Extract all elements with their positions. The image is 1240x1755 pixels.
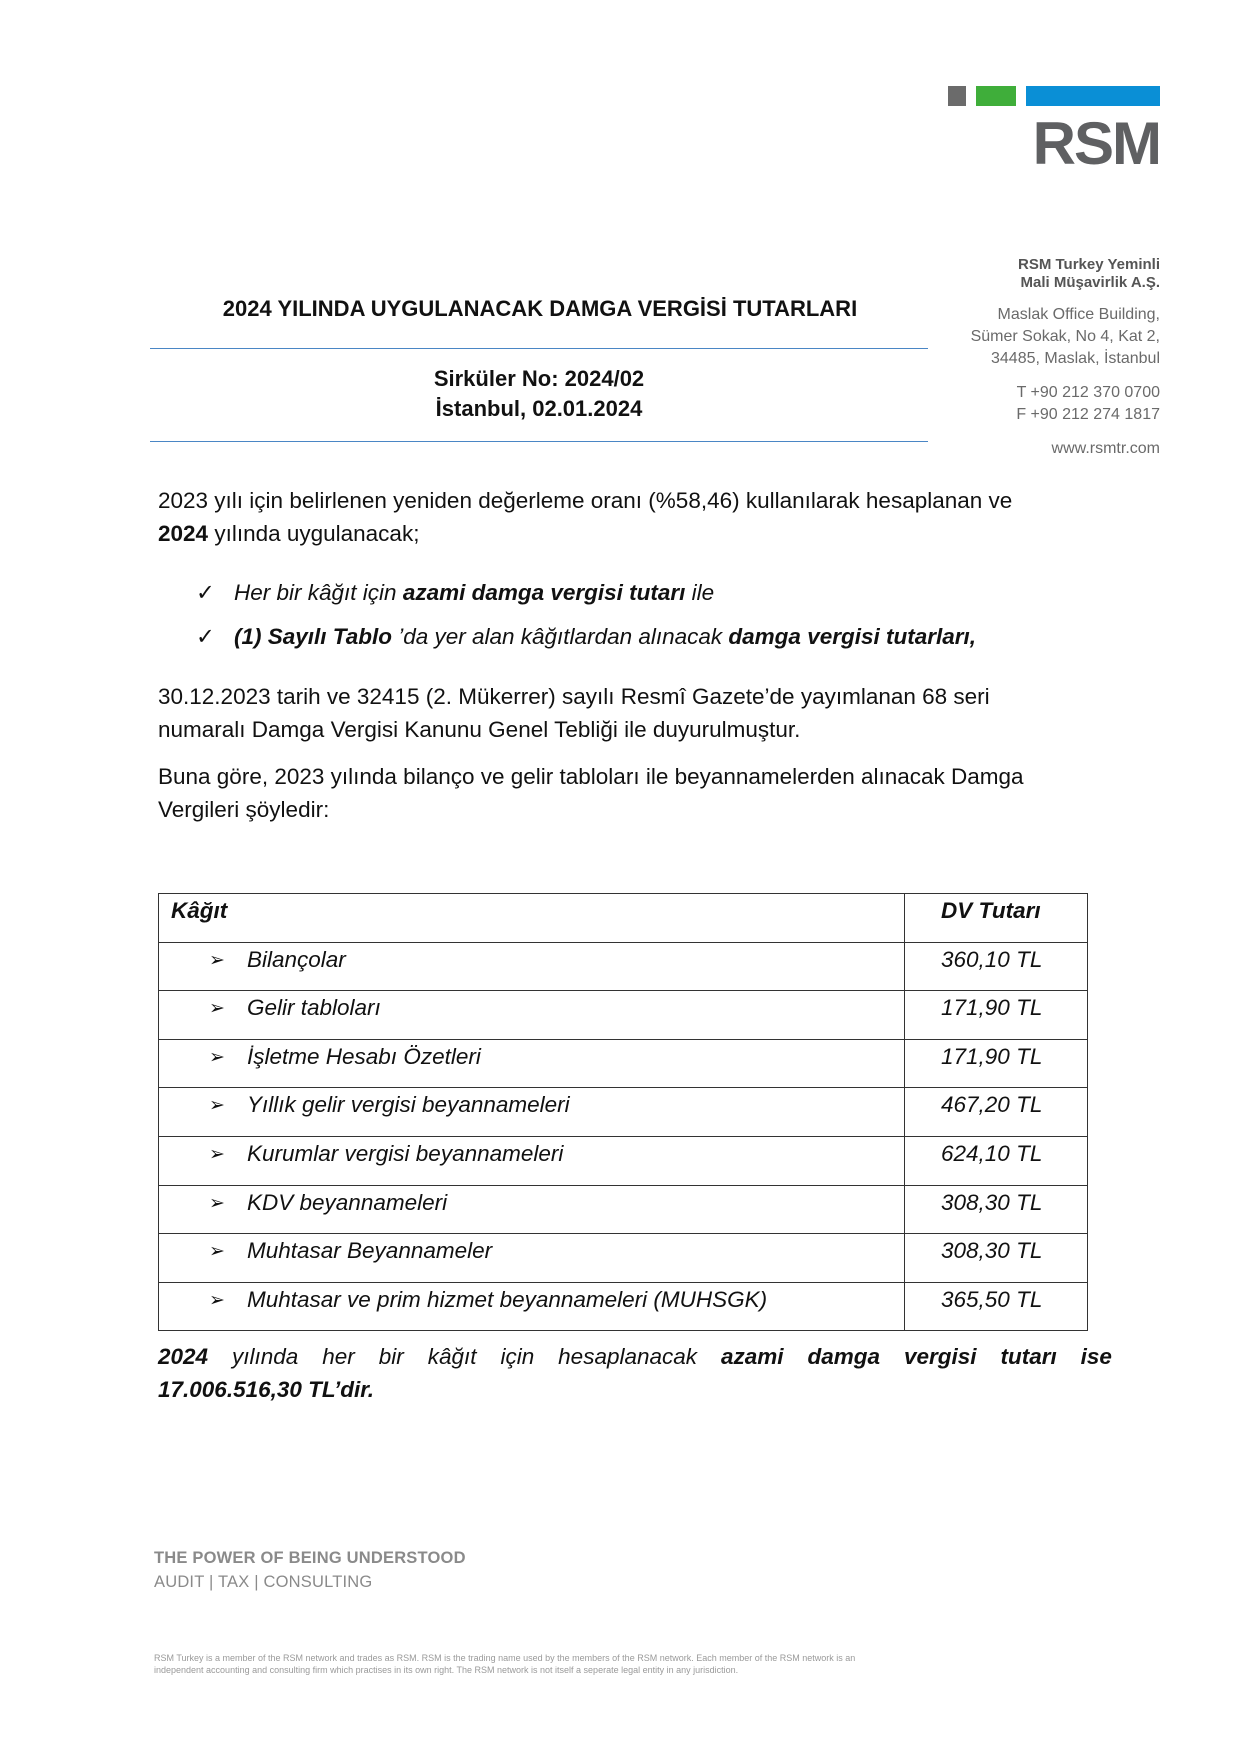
paper-type-label: Gelir tabloları <box>247 995 381 1021</box>
phone-number: T +90 212 370 0700 <box>1016 384 1160 401</box>
tagline-slogan: THE POWER OF BEING UNDERSTOOD <box>154 1549 466 1567</box>
closing-word: her <box>322 1344 355 1369</box>
tagline-services: AUDIT | TAX | CONSULTING <box>154 1573 373 1591</box>
closing-word: damga <box>807 1344 881 1369</box>
paper-type-cell <box>159 942 905 991</box>
paper-type-label: Yıllık gelir vergisi beyannameleri <box>247 1092 570 1118</box>
circular-number: Sirküler No: 2024/02 <box>433 366 645 391</box>
address-block <box>971 256 1160 460</box>
address-street3: 34485, Maslak, İstanbul <box>991 350 1160 367</box>
table-row <box>159 942 1088 991</box>
intro-line2 <box>158 517 1108 550</box>
paper-type-cell <box>159 1039 905 1088</box>
paper-type-label: Muhtasar ve prim hizmet beyannameleri (MUHSGK) <box>247 1286 768 1312</box>
paper-type-cell <box>159 1088 905 1137</box>
closing-paragraph <box>158 1340 1112 1406</box>
checkmark-icon: ✓ <box>196 580 215 605</box>
gazette-line2: numaralı Damga Vergisi Kanunu Genel Tebliği ile duyurulmuştur. <box>158 717 801 742</box>
duty-amount-cell: 308,30 TL <box>905 1185 1088 1234</box>
intro-paragraph <box>158 484 1108 550</box>
logo-green-bar <box>976 86 1016 106</box>
arrow-bullet-icon: ➢ <box>209 1241 225 1263</box>
closing-word: ise <box>1080 1344 1112 1369</box>
gazette-line1: 30.12.2023 tarih ve 32415 (2. Mükerrer) sayılı Resmî Gazete’de yayımlanan 68 seri <box>158 684 990 709</box>
legal-disclaimer: RSM Turkey is a member of the RSM network and trades as RSM. RSM is the trading name used by the members of the RSM network. Each member of the RSM network is an independent accounting and consulting firm which practises in its own right. The RSM network is not itself a seperate legal entity in any jurisdiction. <box>154 1653 856 1675</box>
document-title: 2024 YILINDA UYGULANACAK DAMGA VERGİSİ TUTARLARI <box>222 296 858 321</box>
paper-type-label: İşletme Hesabı Özetleri <box>247 1043 481 1069</box>
closing-word: azami <box>720 1344 784 1369</box>
stamp-duty-table <box>158 893 1088 1331</box>
paper-type-label: Kurumlar vergisi beyannameleri <box>247 1140 564 1166</box>
paper-type-label: KDV beyannameleri <box>247 1189 448 1215</box>
accordingly-line2: Vergileri şöyledir: <box>158 797 330 822</box>
duty-amount-cell: 365,50 TL <box>905 1282 1088 1331</box>
table-row <box>159 1088 1088 1137</box>
table-row <box>159 991 1088 1040</box>
column-header-amount: DV Tutarı <box>905 894 1088 943</box>
table-row <box>159 1282 1088 1331</box>
closing-word: yılında <box>232 1344 299 1369</box>
intro-line2-rest: yılında uygulanacak; <box>208 521 420 546</box>
intro-line1: 2023 yılı için belirlenen yeniden değerleme oranı (%58,46) kullanılarak hesaplanan ve <box>158 488 1013 513</box>
arrow-bullet-icon: ➢ <box>209 949 225 971</box>
duty-amount-cell: 467,20 TL <box>905 1088 1088 1137</box>
place-date: İstanbul, 02.01.2024 <box>435 396 643 421</box>
closing-word: hesaplanacak <box>558 1344 698 1369</box>
table-header-row <box>159 894 1088 943</box>
arrow-bullet-icon: ➢ <box>209 1046 225 1068</box>
paper-type-cell <box>159 1185 905 1234</box>
closing-word: vergisi <box>903 1344 977 1369</box>
checkmark-icon: ✓ <box>196 624 215 649</box>
fax-number: F +90 212 274 1817 <box>1016 406 1160 423</box>
closing-word: 2024 <box>158 1344 209 1369</box>
arrow-bullet-icon: ➢ <box>209 1289 225 1311</box>
arrow-bullet-icon: ➢ <box>209 1192 225 1214</box>
address-street2: Sümer Sokak, No 4, Kat 2, <box>970 328 1160 345</box>
table-row <box>159 1185 1088 1234</box>
paper-type-cell <box>159 991 905 1040</box>
paper-type-label: Bilançolar <box>247 946 346 972</box>
closing-line2: 17.006.516,30 TL’dir. <box>158 1377 374 1402</box>
duty-amount-cell: 171,90 TL <box>905 1039 1088 1088</box>
logo-blue-bar <box>1026 86 1160 106</box>
header-rule-top <box>150 348 928 349</box>
accordingly-paragraph <box>158 760 1108 826</box>
duty-amount-cell: 624,10 TL <box>905 1136 1088 1185</box>
header-rule-bottom <box>150 441 928 442</box>
check-item-text: (1) Sayılı Tablo ’da yer alan kâğıtlardan alınacak damga vergisi tutarları, <box>234 624 977 649</box>
paper-type-cell <box>159 1282 905 1331</box>
table-row <box>159 1234 1088 1283</box>
column-header-paper: Kâğıt <box>159 894 905 943</box>
check-item-text: Her bir kâğıt için azami damga vergisi tutarı ile <box>234 580 715 605</box>
intro-year: 2024 <box>158 521 209 546</box>
closing-word: tutarı <box>1000 1344 1057 1369</box>
duty-amount-cell: 360,10 TL <box>905 942 1088 991</box>
duty-amount-cell: 308,30 TL <box>905 1234 1088 1283</box>
arrow-bullet-icon: ➢ <box>209 998 225 1020</box>
website-link[interactable]: www.rsmtr.com <box>1051 440 1160 457</box>
paper-type-cell <box>159 1234 905 1283</box>
arrow-bullet-icon: ➢ <box>209 1095 225 1117</box>
footer-tagline <box>154 1546 466 1594</box>
arrow-bullet-icon: ➢ <box>209 1143 225 1165</box>
accordingly-line1: Buna göre, 2023 yılında bilanço ve gelir tabloları ile beyannamelerden alınacak Damga <box>158 764 1024 789</box>
company-name-line1: RSM Turkey Yeminli <box>1018 256 1160 273</box>
closing-word: kâğıt <box>427 1344 477 1369</box>
duty-amount-cell: 171,90 TL <box>905 991 1088 1040</box>
address-street1: Maslak Office Building, <box>997 306 1160 323</box>
rsm-logo <box>948 86 1160 178</box>
closing-word: bir <box>378 1344 404 1369</box>
closing-line1 <box>158 1340 1112 1373</box>
logo-gray-bar <box>948 86 966 106</box>
table-row <box>159 1136 1088 1185</box>
circular-header <box>150 364 928 424</box>
company-name-line2: Mali Müşavirlik A.Ş. <box>1020 274 1160 291</box>
closing-word: için <box>500 1344 535 1369</box>
paper-type-cell <box>159 1136 905 1185</box>
paper-type-label: Muhtasar Beyannameler <box>247 1238 493 1264</box>
gazette-paragraph <box>158 680 1108 746</box>
logo-wordmark: RSM <box>1032 110 1160 177</box>
table-row <box>159 1039 1088 1088</box>
